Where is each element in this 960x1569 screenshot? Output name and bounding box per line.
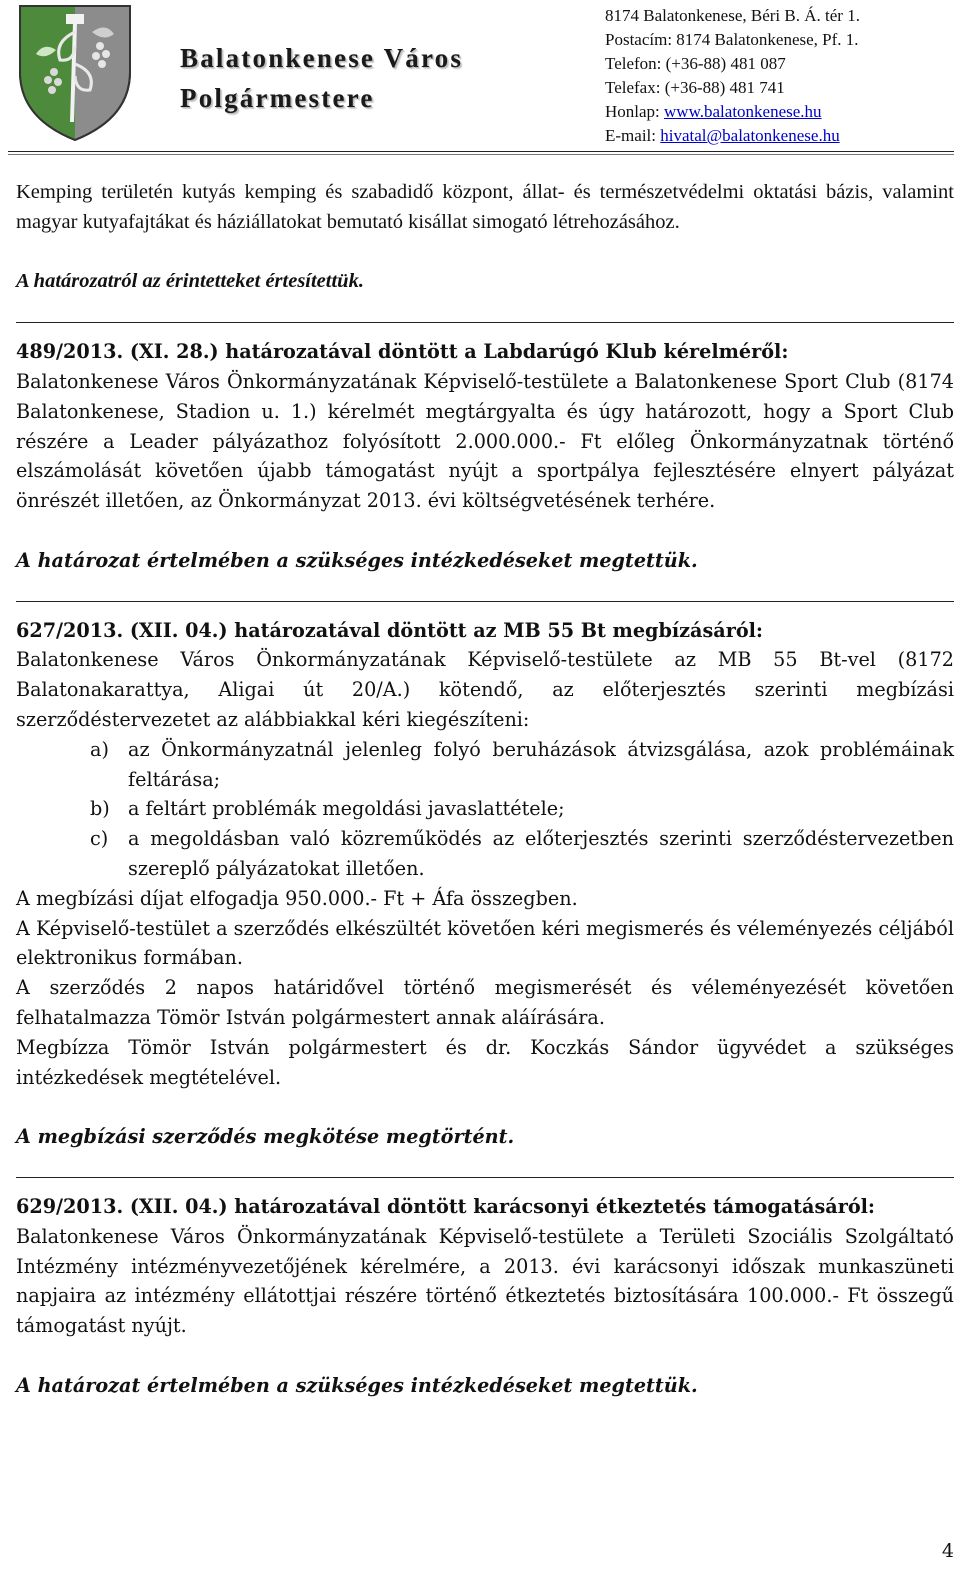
resolution-627-heading: 627/2013. (XII. 04.) határozatával döntött az MB 55 Bt megbízásáról: — [16, 618, 763, 642]
resolution-627-fee: A megbízási díjat elfogadja 950.000.- Ft + Áfa összegben. — [16, 886, 578, 910]
resolution-489-conclusion: A határozat értelmében a szükséges intézkedéseket megtettük. — [16, 548, 698, 572]
resolution-627-review: A Képviselő-testület a szerződés elkészültét követően kéri megismerés és véleményezés céljából elektronikus formában. — [16, 916, 954, 970]
page-number: 4 — [941, 1540, 954, 1562]
resolution-627-mandate: Megbízza Tömör István polgármestert és dr. Koczkás Sándor ügyvédet a szükséges intézkedések megtételével. — [16, 1035, 954, 1089]
resolution-627-list — [16, 735, 954, 884]
phone: Telefon: (+36-88) 481 087 — [605, 54, 786, 73]
list-item-text: az Önkormányzatnál jelenleg folyó beruházások átvizsgálása, azok problémáinak feltárása; — [128, 737, 954, 791]
header-divider — [8, 151, 954, 152]
list-item — [16, 735, 954, 795]
list-marker: c) — [90, 827, 109, 851]
issuer-title — [180, 38, 463, 118]
section-divider — [16, 1177, 954, 1178]
list-item — [16, 794, 954, 824]
issuer-title-line1: Balatonkenese Város — [180, 43, 464, 73]
list-marker: b) — [90, 797, 110, 821]
contact-block — [605, 4, 860, 148]
resolution-489-body: Balatonkenese Város Önkormányzatának Képviselő-testülete a Balatonkenese Sport Club (8174 Balatonkenese, Stadion u. 1.) kérelmét megtárgyalta és úgy határozott, hogy a Sport Club részére a Leader pályázathoz folyósított 2.000.000.- Ft előleg Önkormányzatnak történő elszámolását követően újabb támogatást nyújt a sportpálya fejlesztésére elnyert pályázat önrészét illetően, az Önkormányzat 2013. évi költségvetésének terhére. — [16, 369, 954, 513]
spacer — [16, 576, 954, 596]
spacer — [16, 1152, 954, 1172]
resolution-627-authorization: A szerződés 2 napos határidővel történő megismerését és véleményezését követően felhatalmazza Tömör István polgármestert annak aláírására. — [16, 976, 954, 1029]
intro-paragraph: Kemping területén kutyás kemping és szabadidő központ, állat- és természetvédelmi oktatási bázis, valamint magyar kutyafajtákat és háziállatokat bemutató kisállat simogató létrehozásához. — [16, 181, 954, 233]
resolution-629-body: Balatonkenese Város Önkormányzatának Képviselő-testülete a Területi Szociális Szolgáltató Intézmény intézményvezetőjének kérelmére, a 2013. évi karácsonyi időszak munkaszüneti napjaira az intézmény ellátottjai részére történő étkeztetés biztosítására 100.000.- Ft összegű támogatást nyújt. — [16, 1224, 954, 1338]
list-item-text: a megoldásban való közreműködés az előterjesztés szerinti szerződéstervezetben szereplő pályázatokat illetően. — [128, 827, 954, 880]
issuer-title-line2: Polgármestere — [180, 83, 375, 113]
list-marker: a) — [90, 737, 109, 761]
spacer — [16, 238, 954, 268]
section-divider — [16, 601, 954, 602]
fax: Telefax: (+36-88) 481 741 — [605, 78, 785, 97]
website-label: Honlap: — [605, 102, 665, 121]
email-row — [605, 124, 860, 148]
spacer — [16, 1092, 954, 1122]
resolution-629-conclusion: A határozat értelmében a szükséges intézkedéseket megtettük. — [16, 1373, 698, 1397]
resolution-629-heading: 629/2013. (XII. 04.) határozatával döntött karácsonyi étkeztetés támogatásáról: — [16, 1194, 875, 1218]
letterhead — [0, 0, 960, 160]
resolution-627-conclusion: A megbízási szerződés megkötése megtörtént. — [16, 1125, 515, 1149]
document-body — [16, 178, 954, 1400]
website-link[interactable]: www.balatonkenese.hu — [664, 102, 822, 121]
town-coat-of-arms-icon — [14, 2, 136, 142]
section-divider — [16, 322, 954, 323]
intro-conclusion: A határozatról az érintetteket értesítettük. — [16, 270, 364, 293]
spacer — [16, 516, 954, 546]
list-item — [16, 824, 954, 884]
spacer — [16, 1341, 954, 1371]
postal-address: Postacím: 8174 Balatonkenese, Pf. 1. — [605, 30, 859, 49]
website-row — [605, 100, 860, 124]
address: 8174 Balatonkenese, Béri B. Á. tér 1. — [605, 6, 860, 25]
resolution-489-heading: 489/2013. (XI. 28.) határozatával döntött a Labdarúgó Klub kérelméről: — [16, 340, 789, 364]
resolution-627-body: Balatonkenese Város Önkormányzatának Képviselő-testülete az MB 55 Bt-vel (8172 Balatonakarattya, Aligai út 20/A.) kötendő, az előterjesztés szerinti megbízási szerződéstervezetet az alábbiakkal kéri kiegészíteni: — [16, 648, 954, 731]
header-divider-secondary — [8, 154, 954, 155]
email-label: E-mail: — [605, 126, 661, 145]
spacer — [16, 297, 954, 317]
list-item-text: a feltárt problémák megoldási javaslattétele; — [128, 797, 565, 821]
email-link[interactable]: hivatal@balatonkenese.hu — [660, 126, 840, 145]
